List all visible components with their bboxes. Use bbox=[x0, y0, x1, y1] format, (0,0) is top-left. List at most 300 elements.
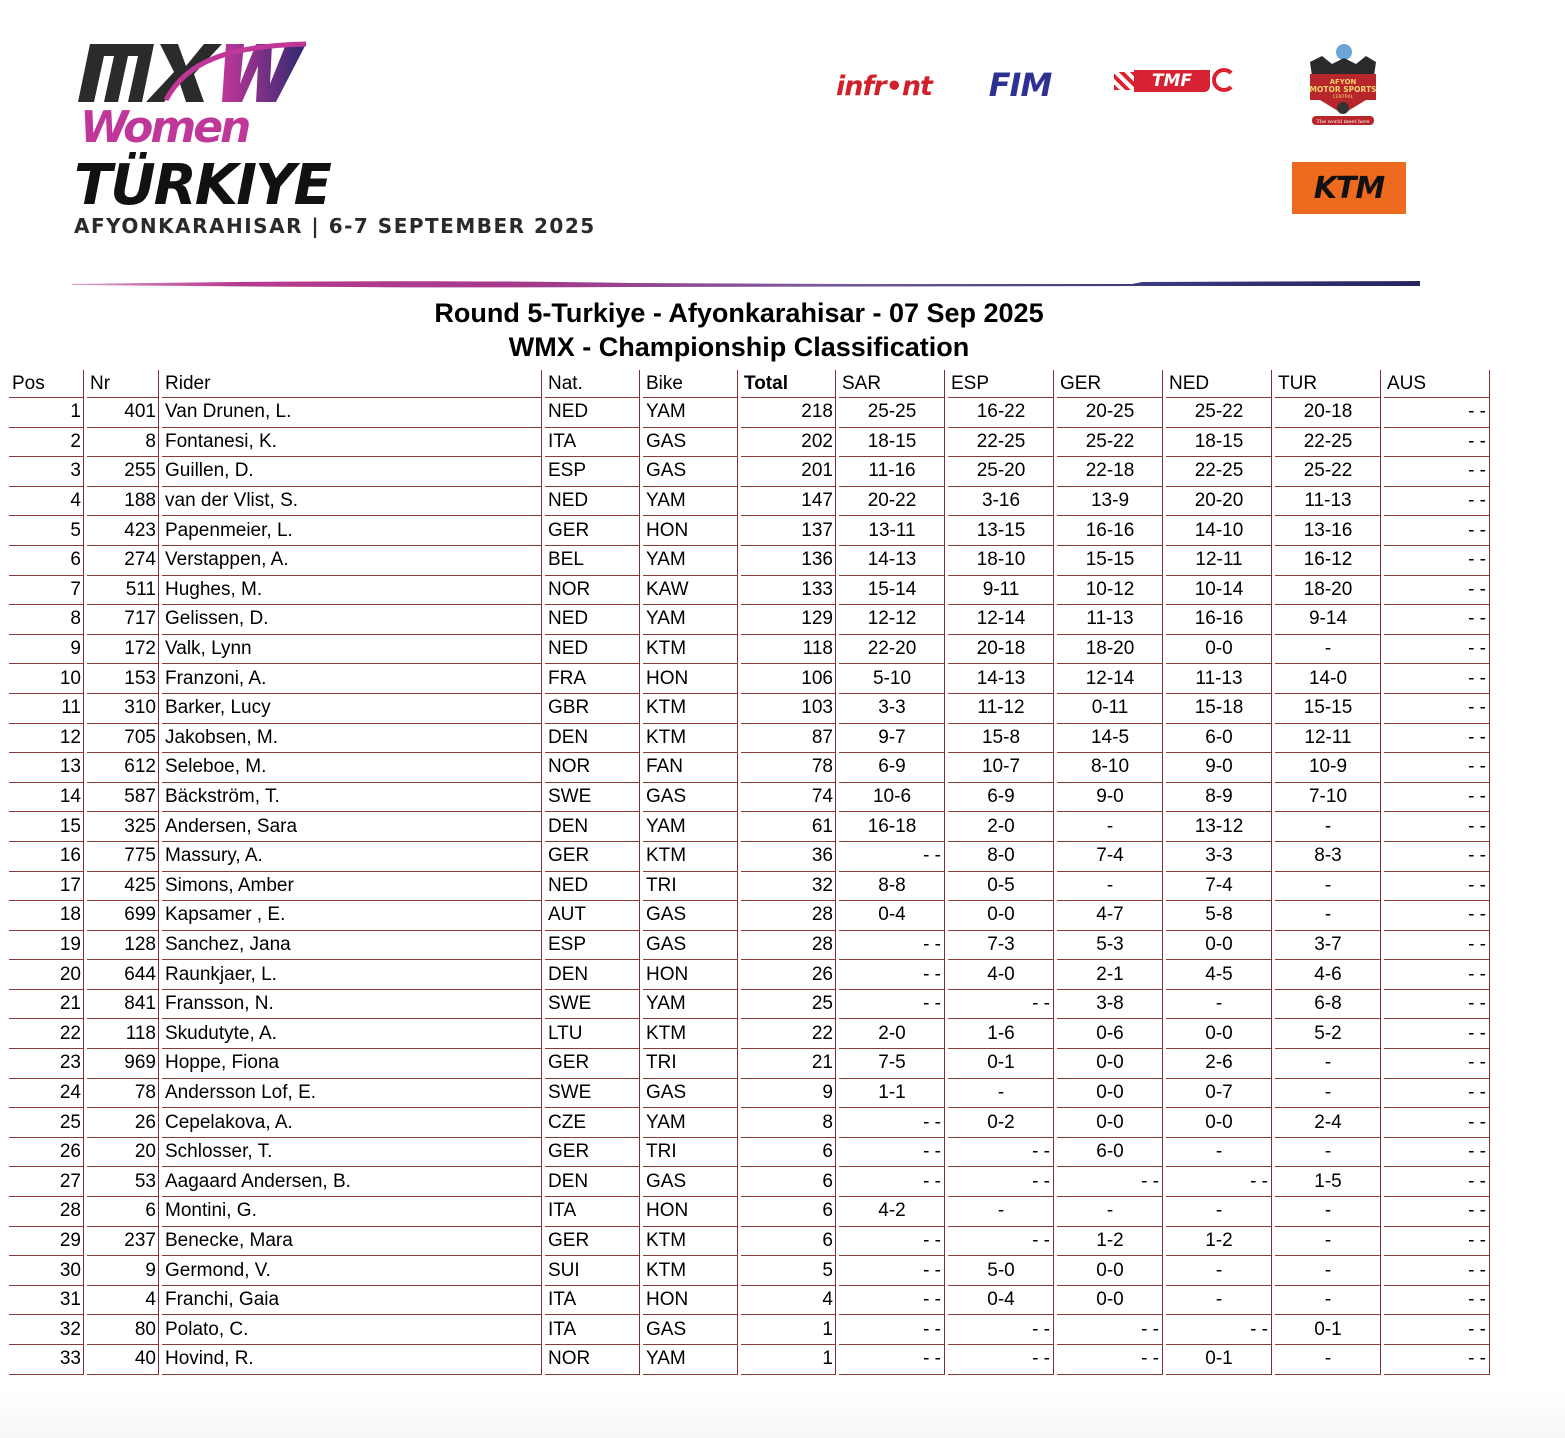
cell-round-sar: 13-11 bbox=[839, 516, 945, 546]
cell-round-ger: 22-18 bbox=[1057, 457, 1163, 487]
cell-total: 6 bbox=[741, 1138, 836, 1168]
cell-bike: KTM bbox=[643, 1227, 738, 1257]
cell-rider: Guillen, D. bbox=[162, 457, 542, 487]
cell-nr: 20 bbox=[87, 1138, 159, 1168]
cell-round-aus: - - bbox=[1384, 990, 1490, 1020]
cell-round-tur: 9-14 bbox=[1275, 605, 1381, 635]
cell-round-ger: 9-0 bbox=[1057, 783, 1163, 813]
cell-pos: 7 bbox=[9, 576, 84, 606]
cell-round-ned: - bbox=[1166, 1256, 1272, 1286]
cell-nat: GER bbox=[545, 1049, 640, 1079]
cell-round-ned: 22-25 bbox=[1166, 457, 1272, 487]
round-title: Round 5-Turkiye - Afyonkarahisar - 07 Sep 2025 bbox=[434, 298, 1044, 328]
table-row bbox=[9, 872, 1490, 902]
col-header-esp: ESP bbox=[948, 370, 1054, 398]
cell-round-aus: - - bbox=[1384, 1019, 1490, 1049]
cell-rider: Hoppe, Fiona bbox=[162, 1049, 542, 1079]
cell-bike: KTM bbox=[643, 635, 738, 665]
cell-round-sar: - - bbox=[839, 1227, 945, 1257]
cell-round-aus: - - bbox=[1384, 576, 1490, 606]
cell-round-ger: 0-0 bbox=[1057, 1256, 1163, 1286]
cell-round-ger: 0-0 bbox=[1057, 1286, 1163, 1316]
table-row bbox=[9, 457, 1490, 487]
cell-total: 74 bbox=[741, 783, 836, 813]
cell-round-tur: 11-13 bbox=[1275, 487, 1381, 517]
cell-total: 21 bbox=[741, 1049, 836, 1079]
infront-logo: infr•nt bbox=[836, 70, 932, 102]
cell-nat: GER bbox=[545, 1138, 640, 1168]
cell-round-ger: 15-15 bbox=[1057, 546, 1163, 576]
cell-bike: KAW bbox=[643, 576, 738, 606]
cell-round-esp: - - bbox=[948, 1167, 1054, 1197]
col-header-ger: GER bbox=[1057, 370, 1163, 398]
table-row bbox=[9, 1227, 1490, 1257]
cell-round-ger: 4-7 bbox=[1057, 901, 1163, 931]
cell-nr: 172 bbox=[87, 635, 159, 665]
cell-round-ger: 1-2 bbox=[1057, 1227, 1163, 1257]
cell-pos: 1 bbox=[9, 398, 84, 428]
cell-round-esp: 0-4 bbox=[948, 1286, 1054, 1316]
cell-pos: 11 bbox=[9, 694, 84, 724]
cell-round-sar: 18-15 bbox=[839, 428, 945, 458]
table-row bbox=[9, 842, 1490, 872]
tmf-logo-text: TMF bbox=[1134, 70, 1210, 92]
cell-round-sar: 4-2 bbox=[839, 1197, 945, 1227]
cell-round-aus: - - bbox=[1384, 783, 1490, 813]
cell-round-tur: 2-4 bbox=[1275, 1108, 1381, 1138]
table-row bbox=[9, 753, 1490, 783]
col-header-rider: Rider bbox=[162, 370, 542, 398]
cell-round-aus: - - bbox=[1384, 724, 1490, 754]
cell-nr: 128 bbox=[87, 931, 159, 961]
tmf-logo bbox=[1114, 68, 1232, 98]
cell-round-tur: 12-11 bbox=[1275, 724, 1381, 754]
cell-bike: FAN bbox=[643, 753, 738, 783]
svg-text:The world meet here: The world meet here bbox=[1316, 119, 1370, 125]
cell-round-tur: - bbox=[1275, 1286, 1381, 1316]
table-row bbox=[9, 694, 1490, 724]
cell-bike: KTM bbox=[643, 1256, 738, 1286]
col-header-nr: Nr bbox=[87, 370, 159, 398]
table-body bbox=[9, 398, 1490, 1375]
cell-nr: 118 bbox=[87, 1019, 159, 1049]
cell-rider: Jakobsen, M. bbox=[162, 724, 542, 754]
cell-pos: 2 bbox=[9, 428, 84, 458]
cell-rider: Seleboe, M. bbox=[162, 753, 542, 783]
col-header-sar: SAR bbox=[839, 370, 945, 398]
cell-nr: 969 bbox=[87, 1049, 159, 1079]
cell-nr: 587 bbox=[87, 783, 159, 813]
cell-round-sar: - - bbox=[839, 1345, 945, 1375]
table-row bbox=[9, 1167, 1490, 1197]
cell-round-sar: 3-3 bbox=[839, 694, 945, 724]
cell-total: 5 bbox=[741, 1256, 836, 1286]
cell-round-ger: - - bbox=[1057, 1167, 1163, 1197]
logo-country-text: TÜRKIYE bbox=[74, 153, 330, 218]
tmf-ring-icon bbox=[1212, 68, 1236, 92]
cell-nat: NOR bbox=[545, 576, 640, 606]
table-row bbox=[9, 1256, 1490, 1286]
cell-rider: Sanchez, Jana bbox=[162, 931, 542, 961]
cell-round-ger: 0-0 bbox=[1057, 1079, 1163, 1109]
cell-round-ned: 0-7 bbox=[1166, 1079, 1272, 1109]
cell-round-ned: 12-11 bbox=[1166, 546, 1272, 576]
cell-rider: Gelissen, D. bbox=[162, 605, 542, 635]
cell-nat: GER bbox=[545, 842, 640, 872]
table-row bbox=[9, 1079, 1490, 1109]
cell-round-sar: - - bbox=[839, 1256, 945, 1286]
cell-pos: 9 bbox=[9, 635, 84, 665]
cell-round-aus: - - bbox=[1384, 901, 1490, 931]
cell-total: 118 bbox=[741, 635, 836, 665]
cell-round-aus: - - bbox=[1384, 960, 1490, 990]
cell-round-ned: 2-6 bbox=[1166, 1049, 1272, 1079]
cell-round-tur: 3-7 bbox=[1275, 931, 1381, 961]
classification-title: WMX - Championship Classification bbox=[508, 332, 970, 362]
cell-rider: Germond, V. bbox=[162, 1256, 542, 1286]
table-row bbox=[9, 901, 1490, 931]
cell-total: 25 bbox=[741, 990, 836, 1020]
cell-rider: Andersen, Sara bbox=[162, 812, 542, 842]
table-row bbox=[9, 576, 1490, 606]
cell-nat: DEN bbox=[545, 1167, 640, 1197]
cell-round-esp: 0-1 bbox=[948, 1049, 1054, 1079]
col-header-total: Total bbox=[741, 370, 836, 398]
cell-round-sar: 16-18 bbox=[839, 812, 945, 842]
cell-round-aus: - - bbox=[1384, 812, 1490, 842]
cell-nat: LTU bbox=[545, 1019, 640, 1049]
cell-rider: Franzoni, A. bbox=[162, 664, 542, 694]
cell-rider: Fransson, N. bbox=[162, 990, 542, 1020]
afyon-motor-sports-icon bbox=[1304, 42, 1382, 128]
cell-round-tur: - bbox=[1275, 635, 1381, 665]
cell-round-esp: 1-6 bbox=[948, 1019, 1054, 1049]
cell-round-sar: 12-12 bbox=[839, 605, 945, 635]
cell-total: 87 bbox=[741, 724, 836, 754]
cell-round-aus: - - bbox=[1384, 753, 1490, 783]
cell-total: 22 bbox=[741, 1019, 836, 1049]
cell-round-esp: 14-13 bbox=[948, 664, 1054, 694]
cell-nr: 40 bbox=[87, 1345, 159, 1375]
cell-rider: Hovind, R. bbox=[162, 1345, 542, 1375]
cell-bike: GAS bbox=[643, 457, 738, 487]
cell-total: 103 bbox=[741, 694, 836, 724]
cell-round-aus: - - bbox=[1384, 664, 1490, 694]
cell-pos: 18 bbox=[9, 901, 84, 931]
cell-round-ger: - bbox=[1057, 812, 1163, 842]
cell-nat: SUI bbox=[545, 1256, 640, 1286]
cell-round-ger: 7-4 bbox=[1057, 842, 1163, 872]
cell-round-esp: 8-0 bbox=[948, 842, 1054, 872]
cell-round-aus: - - bbox=[1384, 1167, 1490, 1197]
cell-round-ned: 0-1 bbox=[1166, 1345, 1272, 1375]
cell-total: 147 bbox=[741, 487, 836, 517]
cell-round-ger: 18-20 bbox=[1057, 635, 1163, 665]
cell-round-ned: 0-0 bbox=[1166, 931, 1272, 961]
cell-round-sar: 20-22 bbox=[839, 487, 945, 517]
cell-round-ned: 18-15 bbox=[1166, 428, 1272, 458]
cell-nat: CZE bbox=[545, 1108, 640, 1138]
cell-round-ned: 7-4 bbox=[1166, 872, 1272, 902]
cell-round-sar: 2-0 bbox=[839, 1019, 945, 1049]
cell-nat: NED bbox=[545, 605, 640, 635]
cell-round-ger: 25-22 bbox=[1057, 428, 1163, 458]
cell-round-tur: - bbox=[1275, 1345, 1381, 1375]
cell-round-esp: 12-14 bbox=[948, 605, 1054, 635]
cell-rider: Andersson Lof, E. bbox=[162, 1079, 542, 1109]
cell-pos: 33 bbox=[9, 1345, 84, 1375]
cell-bike: YAM bbox=[643, 1108, 738, 1138]
cell-round-sar: - - bbox=[839, 842, 945, 872]
cell-nat: SWE bbox=[545, 1079, 640, 1109]
cell-nr: 644 bbox=[87, 960, 159, 990]
cell-round-sar: 1-1 bbox=[839, 1079, 945, 1109]
cell-nat: GBR bbox=[545, 694, 640, 724]
cell-nat: ESP bbox=[545, 457, 640, 487]
cell-bike: KTM bbox=[643, 842, 738, 872]
cell-round-esp: 3-16 bbox=[948, 487, 1054, 517]
cell-round-ned: 4-5 bbox=[1166, 960, 1272, 990]
cell-nat: SWE bbox=[545, 990, 640, 1020]
cell-pos: 10 bbox=[9, 664, 84, 694]
cell-round-ger: - - bbox=[1057, 1345, 1163, 1375]
cell-rider: Barker, Lucy bbox=[162, 694, 542, 724]
cell-round-esp: - - bbox=[948, 1345, 1054, 1375]
cell-round-aus: - - bbox=[1384, 1197, 1490, 1227]
cell-round-tur: - bbox=[1275, 872, 1381, 902]
cell-total: 28 bbox=[741, 931, 836, 961]
cell-round-tur: - bbox=[1275, 901, 1381, 931]
cell-rider: Hughes, M. bbox=[162, 576, 542, 606]
cell-nr: 255 bbox=[87, 457, 159, 487]
cell-round-ned: - - bbox=[1166, 1315, 1272, 1345]
cell-round-esp: 11-12 bbox=[948, 694, 1054, 724]
cell-round-sar: - - bbox=[839, 1108, 945, 1138]
cell-rider: Cepelakova, A. bbox=[162, 1108, 542, 1138]
cell-nat: ITA bbox=[545, 1197, 640, 1227]
cell-rider: Benecke, Mara bbox=[162, 1227, 542, 1257]
cell-round-esp: 10-7 bbox=[948, 753, 1054, 783]
cell-round-sar: - - bbox=[839, 1315, 945, 1345]
cell-rider: Massury, A. bbox=[162, 842, 542, 872]
cell-round-tur: 18-20 bbox=[1275, 576, 1381, 606]
table-row bbox=[9, 664, 1490, 694]
cell-bike: YAM bbox=[643, 398, 738, 428]
cell-round-aus: - - bbox=[1384, 457, 1490, 487]
cell-rider: Bäckström, T. bbox=[162, 783, 542, 813]
cell-nr: 9 bbox=[87, 1256, 159, 1286]
cell-total: 136 bbox=[741, 546, 836, 576]
cell-round-tur: 16-12 bbox=[1275, 546, 1381, 576]
cell-round-esp: - bbox=[948, 1197, 1054, 1227]
col-header-aus: AUS bbox=[1384, 370, 1490, 398]
cell-nat: DEN bbox=[545, 724, 640, 754]
cell-round-ned: - - bbox=[1166, 1167, 1272, 1197]
table-row bbox=[9, 398, 1490, 428]
cell-rider: Van Drunen, L. bbox=[162, 398, 542, 428]
cell-round-aus: - - bbox=[1384, 931, 1490, 961]
cell-round-esp: 20-18 bbox=[948, 635, 1054, 665]
table-row bbox=[9, 1138, 1490, 1168]
cell-pos: 20 bbox=[9, 960, 84, 990]
afyon-motor-sports-logo bbox=[1304, 42, 1382, 128]
cell-nr: 717 bbox=[87, 605, 159, 635]
table-row bbox=[9, 546, 1490, 576]
cell-nr: 153 bbox=[87, 664, 159, 694]
cell-bike: YAM bbox=[643, 546, 738, 576]
cell-round-ned: 1-2 bbox=[1166, 1227, 1272, 1257]
cell-bike: GAS bbox=[643, 783, 738, 813]
cell-pos: 24 bbox=[9, 1079, 84, 1109]
mxw-logo-icon bbox=[76, 40, 316, 106]
cell-round-aus: - - bbox=[1384, 1108, 1490, 1138]
cell-pos: 8 bbox=[9, 605, 84, 635]
cell-round-aus: - - bbox=[1384, 1049, 1490, 1079]
cell-bike: HON bbox=[643, 1197, 738, 1227]
cell-nr: 310 bbox=[87, 694, 159, 724]
table-header-row bbox=[9, 370, 1490, 398]
col-header-pos: Pos bbox=[9, 370, 84, 398]
cell-bike: KTM bbox=[643, 724, 738, 754]
logo-location-date: AFYONKARAHISAR | 6-7 SEPTEMBER 2025 bbox=[74, 214, 596, 238]
cell-round-esp: 15-8 bbox=[948, 724, 1054, 754]
cell-round-esp: 22-25 bbox=[948, 428, 1054, 458]
table-row bbox=[9, 783, 1490, 813]
cell-round-sar: - - bbox=[839, 960, 945, 990]
cell-bike: GAS bbox=[643, 931, 738, 961]
ktm-logo: KTM bbox=[1292, 162, 1406, 214]
cell-round-ned: 0-0 bbox=[1166, 635, 1272, 665]
cell-pos: 5 bbox=[9, 516, 84, 546]
cell-bike: HON bbox=[643, 960, 738, 990]
cell-pos: 25 bbox=[9, 1108, 84, 1138]
table-row bbox=[9, 931, 1490, 961]
cell-round-ned: 0-0 bbox=[1166, 1108, 1272, 1138]
cell-nat: FRA bbox=[545, 664, 640, 694]
cell-round-aus: - - bbox=[1384, 1079, 1490, 1109]
table-row bbox=[9, 605, 1490, 635]
cell-nr: 80 bbox=[87, 1315, 159, 1345]
cell-round-ger: 2-1 bbox=[1057, 960, 1163, 990]
cell-bike: GAS bbox=[643, 1167, 738, 1197]
cell-round-sar: 15-14 bbox=[839, 576, 945, 606]
cell-nr: 26 bbox=[87, 1108, 159, 1138]
cell-round-tur: - bbox=[1275, 1256, 1381, 1286]
cell-round-ned: - bbox=[1166, 990, 1272, 1020]
cell-round-ger: - bbox=[1057, 1197, 1163, 1227]
cell-total: 202 bbox=[741, 428, 836, 458]
cell-round-esp: 9-11 bbox=[948, 576, 1054, 606]
cell-round-ned: 3-3 bbox=[1166, 842, 1272, 872]
cell-bike: YAM bbox=[643, 990, 738, 1020]
cell-rider: Franchi, Gaia bbox=[162, 1286, 542, 1316]
cell-pos: 27 bbox=[9, 1167, 84, 1197]
cell-pos: 30 bbox=[9, 1256, 84, 1286]
table-row bbox=[9, 428, 1490, 458]
svg-text:AFYON: AFYON bbox=[1329, 78, 1357, 86]
col-header-nat: Nat. bbox=[545, 370, 640, 398]
cell-rider: Polato, C. bbox=[162, 1315, 542, 1345]
cell-nr: 78 bbox=[87, 1079, 159, 1109]
table-row bbox=[9, 1019, 1490, 1049]
cell-round-sar: - - bbox=[839, 931, 945, 961]
cell-round-ger: 13-9 bbox=[1057, 487, 1163, 517]
table-row bbox=[9, 1197, 1490, 1227]
cell-round-esp: - bbox=[948, 1079, 1054, 1109]
cell-round-tur: 10-9 bbox=[1275, 753, 1381, 783]
logo-women-text: Women bbox=[80, 102, 249, 153]
cell-total: 218 bbox=[741, 398, 836, 428]
cell-round-tur: 22-25 bbox=[1275, 428, 1381, 458]
cell-bike: TRI bbox=[643, 1049, 738, 1079]
cell-round-esp: 6-9 bbox=[948, 783, 1054, 813]
cell-nat: NOR bbox=[545, 753, 640, 783]
cell-round-sar: - - bbox=[839, 1138, 945, 1168]
cell-nat: DEN bbox=[545, 812, 640, 842]
championship-table bbox=[6, 370, 1493, 1375]
cell-round-sar: - - bbox=[839, 1286, 945, 1316]
cell-round-ned: 9-0 bbox=[1166, 753, 1272, 783]
cell-nat: SWE bbox=[545, 783, 640, 813]
cell-round-ger: 0-11 bbox=[1057, 694, 1163, 724]
cell-round-sar: - - bbox=[839, 1167, 945, 1197]
cell-nr: 8 bbox=[87, 428, 159, 458]
cell-round-tur: 6-8 bbox=[1275, 990, 1381, 1020]
cell-bike: KTM bbox=[643, 1019, 738, 1049]
cell-round-ned: 14-10 bbox=[1166, 516, 1272, 546]
cell-pos: 13 bbox=[9, 753, 84, 783]
cell-rider: Verstappen, A. bbox=[162, 546, 542, 576]
cell-round-sar: - - bbox=[839, 990, 945, 1020]
cell-round-ned: 10-14 bbox=[1166, 576, 1272, 606]
cell-nr: 401 bbox=[87, 398, 159, 428]
cell-round-esp: 18-10 bbox=[948, 546, 1054, 576]
cell-round-ned: 15-18 bbox=[1166, 694, 1272, 724]
cell-round-tur: 5-2 bbox=[1275, 1019, 1381, 1049]
table-row bbox=[9, 1049, 1490, 1079]
cell-pos: 32 bbox=[9, 1315, 84, 1345]
cell-round-aus: - - bbox=[1384, 1286, 1490, 1316]
cell-round-ger: 0-0 bbox=[1057, 1108, 1163, 1138]
cell-round-sar: 6-9 bbox=[839, 753, 945, 783]
cell-nr: 274 bbox=[87, 546, 159, 576]
cell-round-aus: - - bbox=[1384, 605, 1490, 635]
cell-round-ger: - - bbox=[1057, 1315, 1163, 1345]
cell-round-tur: - bbox=[1275, 812, 1381, 842]
cell-rider: Aagaard Andersen, B. bbox=[162, 1167, 542, 1197]
cell-nr: 612 bbox=[87, 753, 159, 783]
cell-nat: ITA bbox=[545, 428, 640, 458]
cell-total: 9 bbox=[741, 1079, 836, 1109]
cell-round-sar: 9-7 bbox=[839, 724, 945, 754]
cell-nr: 237 bbox=[87, 1227, 159, 1257]
cell-round-esp: 13-15 bbox=[948, 516, 1054, 546]
cell-round-tur: - bbox=[1275, 1079, 1381, 1109]
cell-round-aus: - - bbox=[1384, 1315, 1490, 1345]
cell-bike: YAM bbox=[643, 1345, 738, 1375]
cell-total: 1 bbox=[741, 1315, 836, 1345]
cell-round-ger: 5-3 bbox=[1057, 931, 1163, 961]
cell-bike: GAS bbox=[643, 1079, 738, 1109]
cell-bike: GAS bbox=[643, 1315, 738, 1345]
cell-round-aus: - - bbox=[1384, 516, 1490, 546]
cell-bike: HON bbox=[643, 516, 738, 546]
cell-round-ned: - bbox=[1166, 1286, 1272, 1316]
cell-round-esp: 0-2 bbox=[948, 1108, 1054, 1138]
cell-nr: 841 bbox=[87, 990, 159, 1020]
cell-round-ger: 16-16 bbox=[1057, 516, 1163, 546]
cell-nat: ESP bbox=[545, 931, 640, 961]
